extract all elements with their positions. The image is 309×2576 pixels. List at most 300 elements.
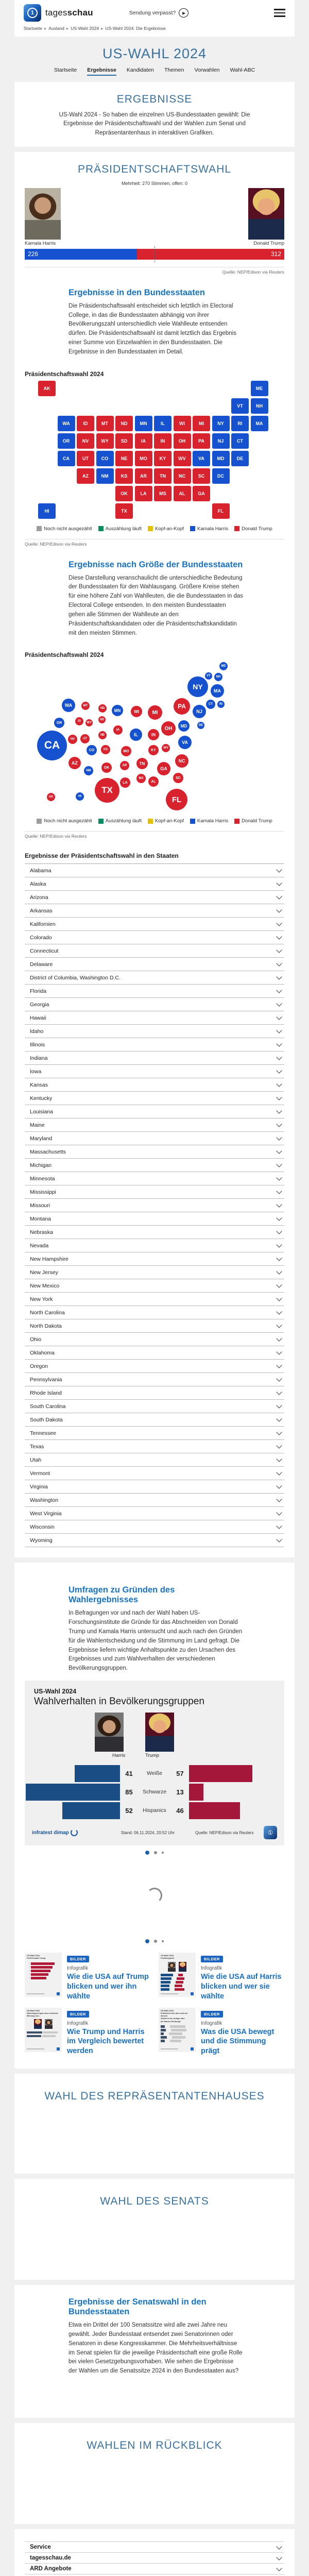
bubble-MD[interactable]: MD: [178, 720, 190, 732]
chevron-down-icon: [276, 1403, 282, 1409]
legend-label: Kamala Harris: [197, 526, 228, 532]
state-accordion-row[interactable]: [25, 1440, 284, 1453]
state-KY[interactable]: KY: [154, 451, 171, 466]
state-name: New York: [30, 1296, 53, 1302]
chevron-down-icon: [276, 1041, 282, 1047]
state-accordion-row[interactable]: [25, 1011, 284, 1025]
bubble-ME[interactable]: ME: [219, 662, 228, 670]
tab-startseite[interactable]: Startseite: [54, 67, 77, 76]
bubble-PA[interactable]: PA: [174, 698, 190, 715]
state-accordion-row[interactable]: [25, 1386, 284, 1400]
bubble-AK[interactable]: AK: [47, 793, 55, 801]
bubble-CO[interactable]: CO: [87, 745, 97, 755]
state-accordion-row[interactable]: [25, 1065, 284, 1078]
teaser-text: [67, 2008, 150, 2057]
bubble-WI[interactable]: WI: [131, 706, 142, 717]
state-PA[interactable]: PA: [193, 433, 210, 449]
thumb-bar: [31, 1977, 46, 1979]
sendung-verpasst-label: Sendung verpasst?: [129, 10, 176, 16]
teaser-thumbnail[interactable]: [25, 1953, 62, 1997]
infographic-teasers: [25, 1953, 284, 2056]
state-SC[interactable]: SC: [193, 468, 210, 484]
thumb-footer: [27, 1992, 60, 1995]
breadcrumb-item[interactable]: Startseite: [24, 26, 42, 31]
state-accordion-row[interactable]: [25, 1467, 284, 1480]
legend-label: Auszählung läuft: [106, 526, 142, 532]
state-accordion-row[interactable]: [25, 1252, 284, 1266]
legend-label: Donald Trump: [242, 526, 272, 532]
thumb-bar-left: [161, 1977, 171, 1980]
state-accordion-row[interactable]: [25, 904, 284, 918]
state-accordion-row[interactable]: [25, 891, 284, 904]
state-name: South Carolina: [30, 1403, 65, 1410]
state-accordion-row[interactable]: [25, 1025, 284, 1038]
thumb-title-line: Profil Donald Trump: [27, 1957, 60, 1960]
bubble-NM[interactable]: NM: [84, 766, 93, 775]
tab-vorwahlen[interactable]: Vorwahlen: [194, 67, 219, 76]
state-MD[interactable]: MD: [212, 451, 230, 466]
bubble-MA[interactable]: MA: [211, 684, 224, 698]
source-note: Quelle: NEP/Edison via Reuters: [25, 269, 284, 275]
bubble-WA[interactable]: WA: [62, 699, 75, 712]
teaser-item[interactable]: [159, 2008, 284, 2057]
state-accordion-row[interactable]: [25, 1159, 284, 1172]
thumb-photos: [27, 2019, 60, 2029]
state-accordion-row[interactable]: [25, 1172, 284, 1185]
bubble-NV[interactable]: NV: [68, 735, 77, 744]
state-accordion-row[interactable]: [25, 877, 284, 891]
trump-value: 46: [171, 1807, 189, 1815]
demo-row-Schwarze: [25, 1783, 284, 1801]
state-accordion-row[interactable]: [25, 1092, 284, 1105]
polls-text: In Befragungen vor und nach der Wahl haben US-Forschungsinstitute die Gründe für das Abschneiden von Donald Trump und Kamala Harris untersucht und auch nach den Gründen für die Wahlentscheidung und die Stimmung im Land gefragt. Die Ergebnisse liefern wichtige Anhaltspunkte zu den Ursachen des Ergebnisses und zum Wahlverhalten der verschiedenen Bevölkerungsgruppen.: [68, 1609, 244, 1673]
group-label: Weiße: [138, 1770, 171, 1776]
state-MT[interactable]: MT: [96, 416, 114, 431]
bubble-MI[interactable]: MI: [148, 705, 162, 720]
menu-icon[interactable]: [274, 9, 285, 17]
teaser-title[interactable]: Wie Trump und Harris im Vergleich bewertet werden: [67, 2027, 150, 2057]
state-accordion-row[interactable]: [25, 1293, 284, 1306]
harris-mini-photo: [168, 1962, 176, 1972]
bilder-badge: BILDER: [67, 1956, 89, 1962]
bubble-NY[interactable]: NY: [187, 676, 208, 697]
state-AK[interactable]: AK: [38, 381, 56, 396]
site-footer: [14, 2529, 295, 2576]
teaser-text: [67, 1953, 150, 2002]
teaser-title[interactable]: Wie die USA auf Trump blicken und wer ihn wählte: [67, 1972, 150, 2002]
state-name: Alabama: [30, 868, 51, 874]
thumb-value: ▪: [27, 1977, 30, 1979]
state-name: Wisconsin: [30, 1524, 55, 1530]
state-accordion-row[interactable]: [25, 1038, 284, 1052]
state-accordion-row[interactable]: [25, 1413, 284, 1427]
bubble-FL[interactable]: FL: [166, 789, 187, 810]
electoral-bubble-map[interactable]: [31, 662, 278, 814]
infographic-footer: [25, 1826, 284, 1839]
state-accordion-row[interactable]: [25, 1279, 284, 1293]
state-IN[interactable]: IN: [154, 433, 171, 449]
state-ND[interactable]: ND: [115, 416, 133, 431]
chevron-down-icon: [276, 1349, 282, 1355]
footer-accordion-row[interactable]: [25, 2574, 284, 2576]
state-DE[interactable]: DE: [231, 451, 249, 466]
teaser-text: [201, 2008, 284, 2057]
state-NC[interactable]: NC: [174, 468, 191, 484]
breadcrumb-item[interactable]: Ausland: [48, 26, 64, 31]
state-name: Montana: [30, 1216, 51, 1222]
chevron-down-icon: [276, 1363, 282, 1368]
state-VT[interactable]: VT: [231, 398, 249, 414]
state-accordion-row[interactable]: [25, 1507, 284, 1520]
demo-row-Weiße: [25, 1764, 284, 1783]
bubble-NC[interactable]: NC: [175, 754, 188, 768]
teaser-title[interactable]: Was die USA bewegt und die Stimmung prägt: [201, 2027, 284, 2057]
state-IL[interactable]: IL: [154, 416, 171, 431]
harris-value: 85: [120, 1788, 138, 1796]
bubble-WY[interactable]: WY: [85, 719, 93, 726]
state-accordion-row[interactable]: [25, 918, 284, 931]
state-accordion-row[interactable]: [25, 931, 284, 944]
bubble-RI[interactable]: RI: [217, 701, 225, 708]
chevron-down-icon: [276, 1510, 282, 1516]
bubble-UT[interactable]: UT: [80, 734, 90, 743]
bubble-ID[interactable]: ID: [75, 717, 83, 725]
state-KS[interactable]: KS: [115, 468, 133, 484]
state-accordion-row[interactable]: [25, 1534, 284, 1547]
bubble-CT[interactable]: CT: [206, 700, 215, 709]
footer-accordion: [25, 2541, 284, 2576]
senate-heading: WAHL DES SENATS: [25, 2195, 284, 2208]
state-accordion-row[interactable]: [25, 1319, 284, 1333]
states-accordion: [25, 863, 284, 1547]
bubble-CA[interactable]: CA: [37, 731, 67, 760]
state-name: North Dakota: [30, 1323, 62, 1329]
bubble-AZ[interactable]: AZ: [68, 757, 81, 769]
state-TN[interactable]: TN: [154, 468, 171, 484]
chevron-down-icon: [276, 1537, 282, 1543]
dot-active[interactable]: [145, 1851, 149, 1855]
bubble-SC[interactable]: SC: [173, 773, 183, 783]
thumb-bar-left: [161, 1974, 173, 1976]
teaser-thumbnail[interactable]: [159, 1953, 196, 1997]
teaser-item[interactable]: [25, 2008, 150, 2057]
group-label: Hispanics: [138, 1807, 171, 1814]
state-TX[interactable]: TX: [115, 503, 133, 519]
state-accordion-row[interactable]: [25, 1052, 284, 1065]
state-WI[interactable]: WI: [174, 416, 191, 431]
states-results-text: Die Präsidentschaftswahl entscheidet sich letztlich im Electoral College, in das die Bundesstaaten abhängig von ihrer Bevölkerungszahl unterschiedlich viele Wahlleute entsenden dürfen. Die Präsidentschaftswahl ist damit letztlich das Ergebnis einer Summe von Einzelwahlen in den Bundesstaaten. Die Ergebnisse in den Bundesstaaten im Detail.: [68, 302, 244, 357]
state-accordion-row[interactable]: [25, 1427, 284, 1440]
state-accordion-row[interactable]: [25, 1132, 284, 1145]
thumb-title-line: Entwickelt sich das Land auf diesem: [161, 2012, 194, 2018]
tagesschau-logo-icon[interactable]: [24, 4, 41, 22]
state-GA[interactable]: GA: [193, 486, 210, 501]
state-accordion-row[interactable]: [25, 1480, 284, 1494]
trump-mini-photo: [179, 1962, 186, 1972]
thumb-title-line: US-Wahl 2024: [27, 2010, 60, 2012]
state-CA[interactable]: CA: [58, 451, 75, 466]
sendung-verpasst-link[interactable]: [129, 8, 188, 18]
state-DC[interactable]: DC: [212, 468, 230, 484]
harris-value: 52: [120, 1807, 138, 1815]
state-WA[interactable]: WA: [58, 416, 75, 431]
state-name: Michigan: [30, 1162, 52, 1168]
state-accordion-row[interactable]: [25, 944, 284, 958]
bubble-GA[interactable]: GA: [157, 762, 170, 775]
thumb-footer: [161, 2047, 194, 2050]
state-accordion-row[interactable]: [25, 1118, 284, 1132]
bubble-ND[interactable]: ND: [98, 704, 107, 713]
state-accordion-row[interactable]: [25, 1078, 284, 1092]
chevron-down-icon: [276, 1497, 282, 1502]
state-name: New Jersey: [30, 1269, 58, 1276]
thumb-bar-right: [176, 1981, 183, 1984]
state-CO[interactable]: CO: [96, 451, 114, 466]
bubble-OR[interactable]: OR: [54, 718, 64, 728]
state-WV[interactable]: WV: [174, 451, 191, 466]
state-MO[interactable]: MO: [135, 451, 152, 466]
bubble-KS[interactable]: KS: [101, 745, 110, 754]
legend-swatch: [37, 526, 42, 531]
thumb-title-line: Gebiet in die richtige oder: [161, 2018, 194, 2020]
harris-name: Kamala Harris: [25, 241, 56, 246]
thumb-photos: [161, 1962, 194, 1972]
state-accordion-row[interactable]: [25, 1226, 284, 1239]
state-HI[interactable]: HI: [38, 503, 56, 519]
state-NJ[interactable]: NJ: [212, 433, 230, 449]
state-NY[interactable]: NY: [212, 416, 230, 431]
state-accordion-row[interactable]: [25, 1373, 284, 1386]
bubble-TX[interactable]: TX: [95, 778, 119, 803]
us-states-map[interactable]: [38, 381, 271, 521]
state-name: Kansas: [30, 1082, 48, 1088]
state-OK[interactable]: OK: [115, 486, 133, 501]
bubble-MS[interactable]: MS: [136, 774, 146, 783]
thumb-bar-row: [161, 2032, 194, 2035]
bubble-LA[interactable]: LA: [120, 777, 130, 788]
thumb-ard-icon: [57, 2047, 60, 2050]
state-name: Kalifornien: [30, 921, 56, 927]
bubble-VT[interactable]: VT: [205, 672, 212, 680]
state-accordion-row[interactable]: [25, 1346, 284, 1360]
state-NE[interactable]: NE: [115, 451, 133, 466]
tab-wahlabc[interactable]: Wahl-ABC: [230, 67, 255, 76]
review-section: [14, 2423, 295, 2524]
state-RI[interactable]: RI: [231, 416, 249, 431]
state-OR[interactable]: OR: [58, 433, 75, 449]
bubble-HI[interactable]: HI: [76, 792, 84, 801]
state-accordion-row[interactable]: [25, 1199, 284, 1212]
state-MI[interactable]: MI: [193, 416, 210, 431]
state-CT[interactable]: CT: [231, 433, 249, 449]
thumb-title-line: Profilvergleich: [161, 1957, 194, 1960]
state-UT[interactable]: UT: [77, 451, 94, 466]
polls-heading[interactable]: Umfragen zu Gründen des Wahlergebnisses: [68, 1585, 244, 1605]
trump-bar: [189, 1765, 252, 1782]
bubble-IA[interactable]: IA: [113, 725, 123, 735]
dot[interactable]: [162, 1940, 164, 1942]
bubble-AR[interactable]: AR: [120, 761, 129, 770]
site-logo-text[interactable]: [45, 8, 93, 18]
footer-accordion-row[interactable]: [25, 2542, 284, 2553]
thumb-bar-row: [161, 2040, 194, 2042]
breadcrumb-item[interactable]: US-Wahl 2024: [71, 26, 99, 31]
state-accordion-row[interactable]: [25, 1105, 284, 1118]
teaser-title[interactable]: Wie die USA auf Harris blicken und wer sie wählte: [201, 1972, 284, 2002]
bubble-NH[interactable]: NH: [214, 673, 222, 681]
state-VA[interactable]: VA: [193, 451, 210, 466]
thumb-chart: [161, 1974, 194, 1991]
state-IA[interactable]: IA: [135, 433, 152, 449]
play-icon[interactable]: ▶: [179, 8, 188, 18]
state-accordion-row[interactable]: [25, 1266, 284, 1279]
harris-label: Harris: [112, 1753, 125, 1758]
state-accordion-row[interactable]: [25, 864, 284, 877]
senate-results-heading[interactable]: Ergebnisse der Senatswahl in den Bundesstaaten: [68, 2297, 244, 2317]
bubble-IN[interactable]: IN: [148, 729, 159, 740]
state-NH[interactable]: NH: [251, 398, 268, 414]
dot[interactable]: [154, 1851, 157, 1854]
chevron-down-icon: [276, 1430, 282, 1435]
source-note: Quelle: NEP/Edison via Reuters: [25, 834, 284, 839]
teaser-thumbnail[interactable]: [159, 2008, 196, 2052]
tab-themen[interactable]: Themen: [164, 67, 184, 76]
dot-active[interactable]: [145, 1939, 149, 1943]
bubble-AL[interactable]: AL: [148, 776, 159, 787]
carousel-dots[interactable]: [25, 1851, 284, 1855]
dot[interactable]: [154, 1940, 157, 1943]
state-accordion-row[interactable]: [25, 1494, 284, 1507]
teaser-thumbnail[interactable]: [25, 2008, 62, 2052]
state-ME[interactable]: ME: [251, 381, 268, 396]
bubble-KY[interactable]: KY: [148, 745, 159, 755]
dot[interactable]: [162, 1852, 164, 1854]
harris-photo: [95, 1713, 124, 1752]
teaser-kicker: Infografik: [67, 1965, 150, 1971]
state-AZ[interactable]: AZ: [77, 468, 94, 484]
legend-swatch: [37, 819, 42, 824]
bubble-SD[interactable]: SD: [98, 716, 106, 723]
bubble-VA[interactable]: VA: [178, 736, 192, 749]
harris-value: 41: [120, 1770, 138, 1777]
state-AR[interactable]: AR: [135, 468, 152, 484]
state-accordion-row[interactable]: [25, 1145, 284, 1159]
state-accordion-row[interactable]: [25, 1306, 284, 1319]
state-SD[interactable]: SD: [115, 433, 133, 449]
state-name: New Mexico: [30, 1283, 59, 1289]
breadcrumb-item[interactable]: US-Wahl 2024: Die Ergebnisse: [105, 26, 165, 31]
tab-kandidaten[interactable]: Kandidaten: [127, 67, 154, 76]
state-name: South Dakota: [30, 1417, 63, 1423]
carousel-dots[interactable]: [25, 1939, 284, 1943]
state-MN[interactable]: MN: [135, 416, 152, 431]
thumb-bar-dark: [161, 2036, 167, 2039]
chevron-down-icon: [276, 2554, 282, 2560]
state-accordion-row[interactable]: [25, 1185, 284, 1199]
legend-item: [190, 818, 228, 824]
chevron-down-icon: [276, 1189, 282, 1194]
chevron-down-icon: [276, 961, 282, 967]
chevron-down-icon: [276, 1269, 282, 1275]
thumb-bar: [31, 1966, 53, 1969]
state-LA[interactable]: LA: [135, 486, 152, 501]
group-label: Schwarze: [138, 1789, 171, 1795]
bubble-NJ[interactable]: NJ: [193, 705, 206, 718]
chevron-down-icon: [276, 1389, 282, 1395]
chevron-down-icon: [276, 1242, 282, 1248]
trump-photo: [145, 1713, 174, 1752]
bilder-badge: BILDER: [67, 2011, 89, 2018]
state-ID[interactable]: ID: [77, 416, 94, 431]
thumb-footer-line: [161, 1993, 178, 1994]
tab-ergebnisse[interactable]: Ergebnisse: [87, 67, 116, 76]
infographic-kicker: US-Wahl 2024: [34, 1688, 284, 1695]
state-name: Illinois: [30, 1042, 45, 1048]
state-OH[interactable]: OH: [174, 433, 191, 449]
footer-accordion-label: tagesschau.de: [30, 2555, 71, 2561]
bubble-MN[interactable]: MN: [112, 705, 123, 716]
trump-bar: [189, 1802, 240, 1819]
state-accordion-row[interactable]: [25, 1333, 284, 1346]
state-NM[interactable]: NM: [96, 468, 114, 484]
state-accordion-row[interactable]: [25, 998, 284, 1011]
state-AL[interactable]: AL: [174, 486, 191, 501]
state-FL[interactable]: FL: [212, 503, 230, 519]
teaser-item[interactable]: [25, 1953, 150, 2002]
states-results-heading[interactable]: Ergebnisse in den Bundesstaaten: [68, 288, 244, 298]
bubble-DE[interactable]: DE: [197, 722, 204, 729]
state-accordion-row[interactable]: [25, 1212, 284, 1226]
thumb-bar-dark: [161, 2040, 165, 2042]
state-name: Rhode Island: [30, 1390, 62, 1396]
state-MS[interactable]: MS: [154, 486, 171, 501]
dimap-arc-icon: [71, 1829, 78, 1836]
bubble-MO[interactable]: MO: [121, 746, 131, 756]
bubble-WV[interactable]: WV: [162, 744, 170, 752]
results-intro-text: US-Wahl 2024 - So haben die einzelnen US-Bundesstaaten gewählt: Die Ergebnisse der Präsidentschaftswahl und der Wahlen zum Senat und Repräsentantenhaus in interaktiven Grafiken.: [46, 111, 263, 138]
state-accordion-row[interactable]: [25, 971, 284, 985]
bubble-OH[interactable]: OH: [161, 721, 176, 736]
bubble-OK[interactable]: OK: [101, 762, 112, 773]
state-accordion-row[interactable]: [25, 1239, 284, 1252]
size-section-heading[interactable]: Ergebnisse nach Größe der Bundesstaaten: [68, 560, 244, 570]
state-accordion-row[interactable]: [25, 958, 284, 971]
infographic-title: Wahlverhalten in Bevölkerungsgruppen: [34, 1696, 284, 1707]
state-accordion-row[interactable]: [25, 1453, 284, 1467]
state-accordion-row[interactable]: [25, 1400, 284, 1413]
teaser-item[interactable]: [159, 1953, 284, 2002]
footer-accordion-row[interactable]: [25, 2564, 284, 2574]
chevron-down-icon: [276, 1068, 282, 1074]
state-accordion-row[interactable]: [25, 985, 284, 998]
bubble-TN[interactable]: TN: [136, 758, 148, 769]
thumb-title-line: Überwiegend gute oder schlechte: [27, 2012, 60, 2015]
state-accordion-row[interactable]: [25, 1360, 284, 1373]
bubble-IL[interactable]: IL: [130, 728, 142, 741]
bubble-NE[interactable]: NE: [98, 731, 107, 739]
state-accordion-row[interactable]: [25, 1520, 284, 1534]
state-MA[interactable]: MA: [251, 416, 268, 431]
chevron-down-icon: [276, 947, 282, 953]
state-WY[interactable]: WY: [96, 433, 114, 449]
state-NV[interactable]: NV: [77, 433, 94, 449]
source-note: Quelle: NEP/Edison via Reuters: [25, 541, 284, 547]
bubble-MT[interactable]: MT: [81, 702, 90, 710]
infratest-dimap-logo: infratest dimap: [32, 1829, 78, 1836]
state-name: District of Columbia, Washington D.C.: [30, 975, 121, 981]
chevron-down-icon: [276, 1456, 282, 1462]
legend-item: [148, 526, 184, 532]
